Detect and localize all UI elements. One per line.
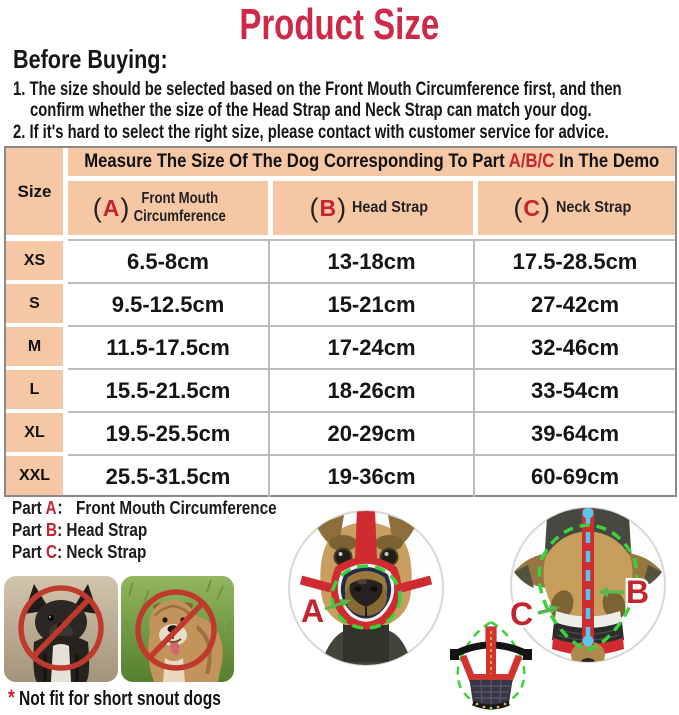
value-cell-front-mouth: 11.5-17.5cm [68, 325, 268, 368]
legend-letter-c: C [46, 542, 58, 562]
value-cell-head-strap: 15-21cm [268, 282, 473, 325]
paren: ) [337, 192, 347, 223]
size-column-header [6, 148, 63, 235]
parts-legend [12, 497, 323, 563]
legend-line-a: Part A： Front Mouth Circumference [12, 498, 277, 518]
row-size-label: L [6, 370, 63, 409]
row-size-label: S [6, 284, 63, 323]
legend-letter-b: B [46, 520, 58, 540]
paren: ( [92, 192, 102, 223]
legend-line-c: Part C: Neck Strap [12, 542, 147, 562]
note-row [8, 685, 281, 711]
value-cell-neck-strap: 39-64cm [473, 411, 675, 454]
paren: ( [309, 192, 319, 223]
point1-line2: confirm whether the size of the Head Strap and Neck Strap can match your dog. [30, 100, 592, 121]
merged-header-text: Measure The Size Of The Dog Corresponding To Part A/B/C In The Demo [83, 151, 660, 172]
value-cell-neck-strap: 27-42cm [473, 282, 675, 325]
column-header-head-strap [268, 181, 473, 235]
list-item [30, 100, 679, 121]
value-cell-head-strap: 13-18cm [268, 239, 473, 282]
value-cell-neck-strap: 17.5-28.5cm [473, 239, 675, 282]
list-item [13, 122, 679, 143]
value-cell-head-strap: 17-24cm [268, 325, 473, 368]
value-cell-front-mouth: 19.5-25.5cm [68, 411, 268, 454]
column-header-front-mouth [68, 181, 268, 235]
row-size-label: XXL [6, 456, 63, 495]
value-cell-front-mouth: 9.5-12.5cm [68, 282, 268, 325]
abc-highlight: A/B/C [508, 151, 555, 172]
demo-label-b: B [626, 574, 650, 610]
value-cell-front-mouth: 25.5-31.5cm [68, 454, 268, 497]
legend-line-b: Part B: Head Strap [12, 520, 148, 540]
legend-letter-a: A [45, 498, 57, 518]
muzzle-illustration [450, 627, 532, 709]
point2: 2. If it's hard to select the right size, please contact with customer service for advice. [13, 122, 609, 143]
column-header-neck-strap [473, 181, 675, 235]
row-size-label: XS [6, 241, 63, 280]
page-title: Product Size [239, 0, 440, 49]
column-letter-b: B [319, 194, 337, 221]
asterisk: * [8, 685, 15, 710]
column-label-head-strap: Head Strap [352, 199, 429, 216]
value-cell-front-mouth: 15.5-21.5cm [68, 368, 268, 411]
point1-line1: 1. The size should be selected based on the Front Mouth Circumference first, and then [13, 79, 622, 100]
size-column-header-label: Size [17, 181, 52, 201]
size-table [4, 146, 677, 497]
no-french-bulldog-photo [4, 576, 118, 682]
row-size-label: M [6, 327, 63, 366]
paren: ) [120, 192, 130, 223]
value-cell-head-strap: 19-36cm [268, 454, 473, 497]
row-size-label: XL [6, 413, 63, 452]
value-cell-neck-strap: 32-46cm [473, 325, 675, 368]
before-buying-heading: Before Buying: [13, 44, 168, 74]
column-letter-a: A [102, 194, 120, 221]
no-english-bulldog-photo [121, 576, 234, 682]
value-cell-head-strap: 20-29cm [268, 411, 473, 454]
paren: ) [541, 192, 551, 223]
table-merged-header [68, 148, 675, 176]
title-row [0, 2, 679, 48]
demo-label-a: A [301, 593, 325, 629]
paren: ( [513, 192, 523, 223]
list-item [13, 79, 679, 100]
value-cell-front-mouth: 6.5-8cm [68, 239, 268, 282]
value-cell-neck-strap: 33-54cm [473, 368, 675, 411]
value-cell-neck-strap: 60-69cm [473, 454, 675, 497]
before-buying-heading-row [13, 44, 199, 75]
column-letter-c: C [523, 194, 541, 221]
column-label-front-mouth: Front Mouth Circumference [133, 190, 227, 225]
demo-label-c: C [510, 596, 534, 632]
muzzle-product-photo [441, 619, 541, 715]
value-cell-head-strap: 18-26cm [268, 368, 473, 411]
before-buying-list [13, 79, 679, 143]
column-label-neck-strap: Neck Strap [556, 199, 632, 216]
not-fit-note: * Not fit for short snout dogs [8, 685, 221, 710]
demo-front-view-photo [287, 496, 445, 680]
